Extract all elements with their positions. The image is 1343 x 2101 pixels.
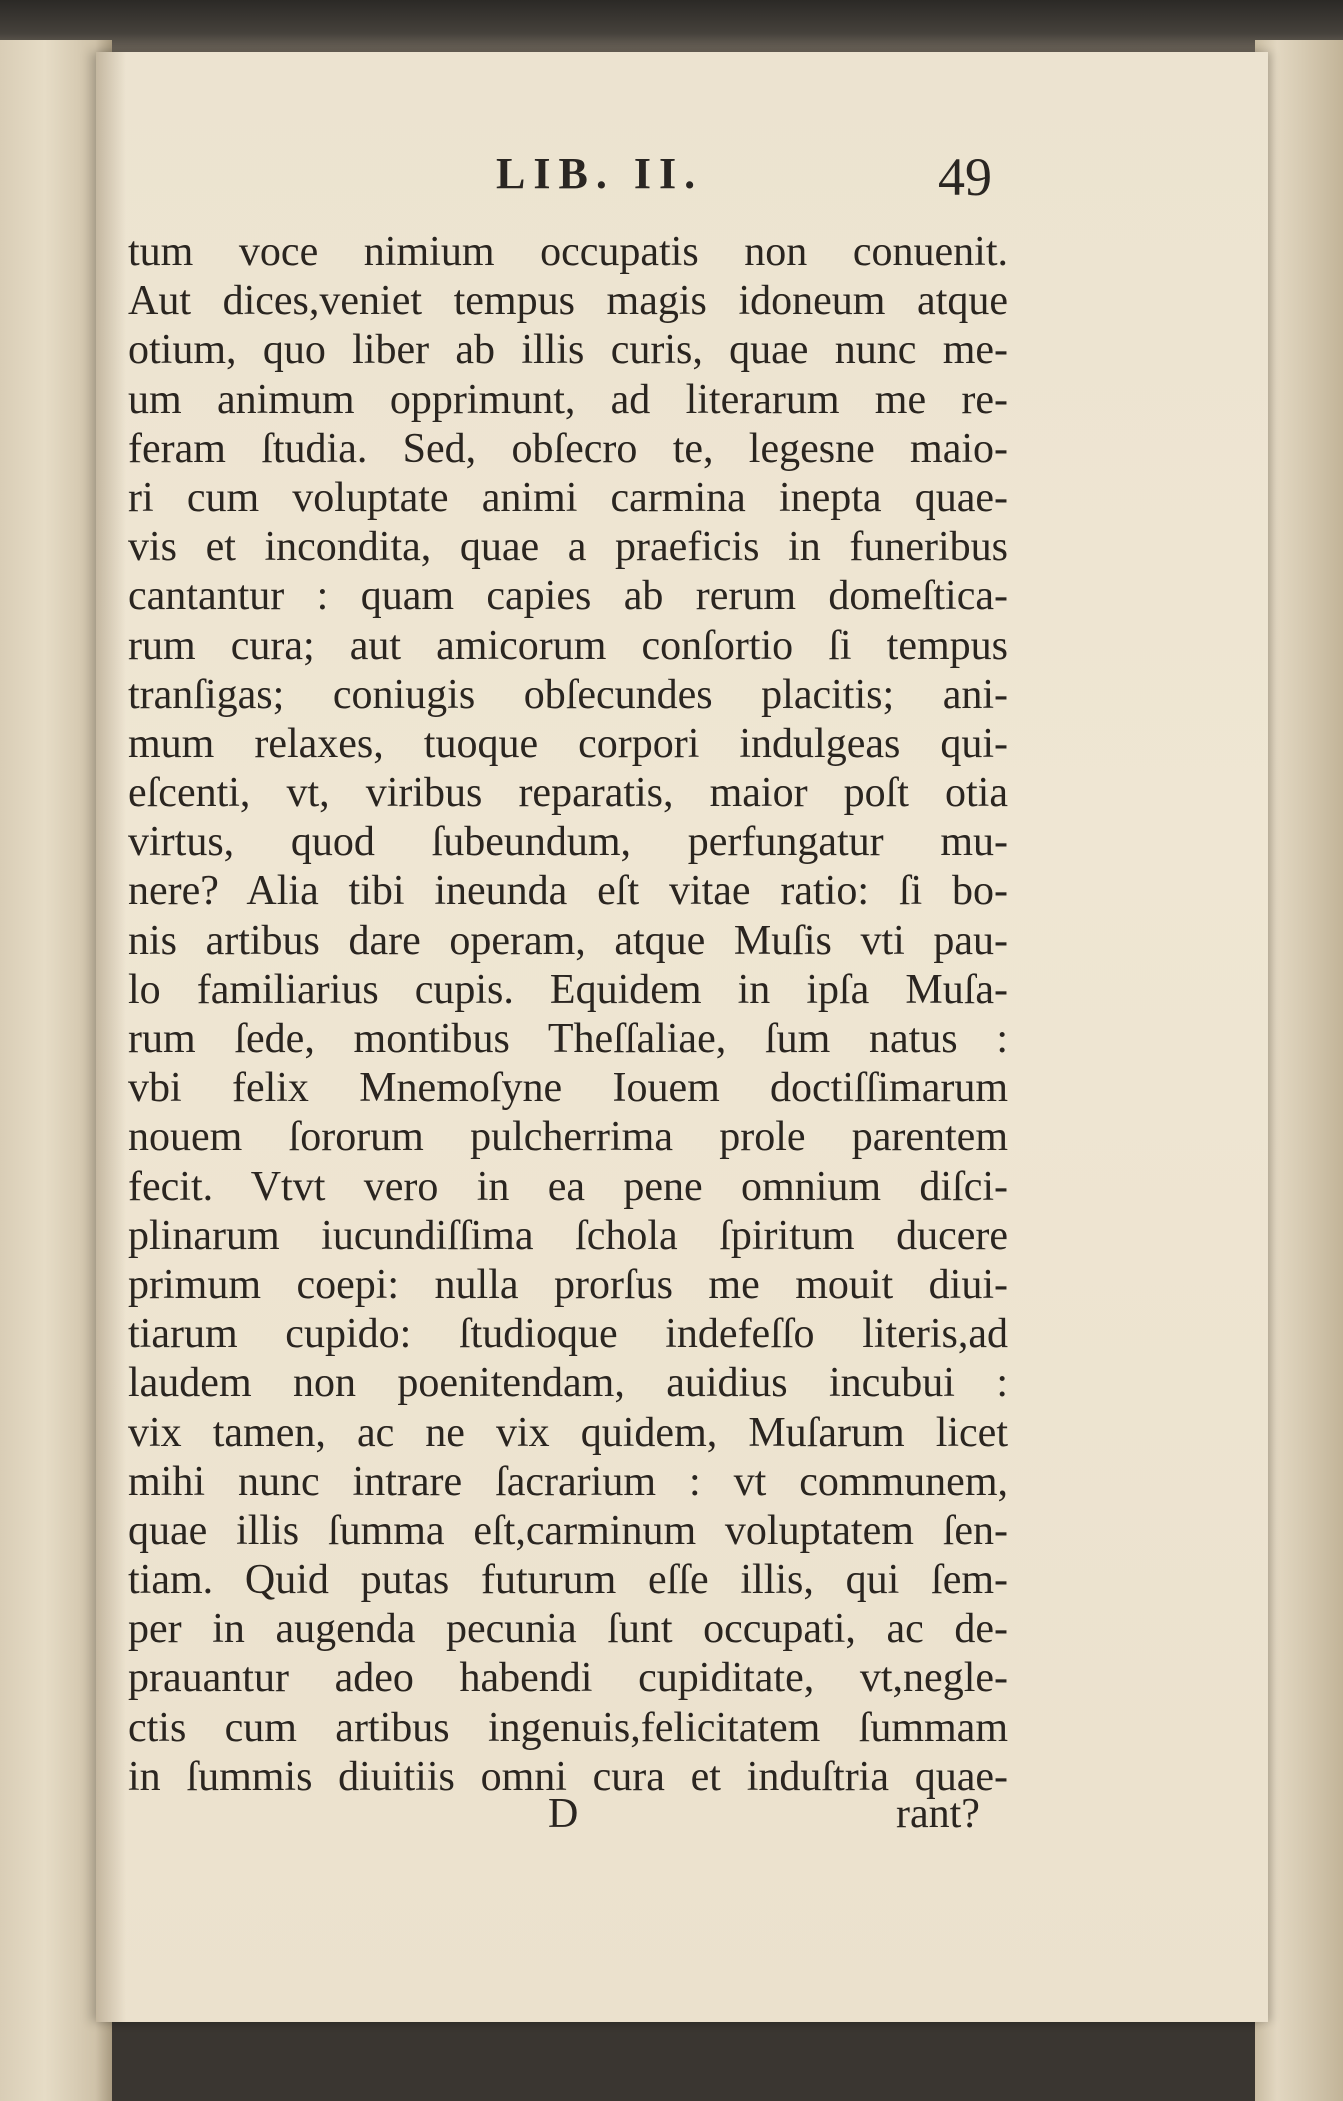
text-line: plinarum iucundiſſima ſchola ſpiritum ducere (128, 1212, 1008, 1259)
text-line: feram ſtudia. Sed, obſecro te, legesne maio- (128, 425, 1008, 472)
page-number: 49 (938, 147, 992, 207)
text-line: tiarum cupido: ſtudioque indefeſſo literis,ad (128, 1311, 1008, 1358)
text-line: per in augenda pecunia ſunt occupati, ac de- (128, 1606, 1008, 1653)
catchword: rant? (896, 1791, 980, 1837)
text-line: fecit. Vtvt vero in ea pene omnium diſci- (128, 1163, 1008, 1210)
body-text (128, 228, 1008, 1802)
text-line: ctis cum artibus ingenuis,felicitatem ſummam (128, 1704, 1008, 1751)
text-line: nis artibus dare operam, atque Muſis vti pau- (128, 917, 1008, 964)
text-line: um animum opprimunt, ad literarum me re- (128, 376, 1008, 423)
text-line: vix tamen, ac ne vix quidem, Muſarum licet (128, 1409, 1008, 1456)
text-line: eſcenti, vt, viribus reparatis, maior poſt otia (128, 770, 1008, 817)
text-line: lo familiarius cupis. Equidem in ipſa Muſa- (128, 966, 1008, 1013)
text-line: tranſigas; coniugis obſecundes placitis; ani- (128, 671, 1008, 718)
gutter-shadow (96, 52, 126, 2022)
page-edges-stack (1255, 40, 1343, 2101)
text-line: laudem non poenitendam, auidius incubui : (128, 1360, 1008, 1407)
text-line: nere? Alia tibi ineunda eſt vitae ratio: ſi bo- (128, 868, 1008, 915)
text-line: rum cura; aut amicorum conſortio ſi tempus (128, 622, 1008, 669)
text-line: virtus, quod ſubeundum, perfungatur mu- (128, 819, 1008, 866)
text-line: cantantur : quam capies ab rerum domeſtica- (128, 573, 1008, 620)
text-line: quae illis ſumma eſt,carminum voluptatem ſen- (128, 1507, 1008, 1554)
book-top-edge (0, 0, 1343, 60)
text-line: vis et incondita, quae a praeficis in funeribus (128, 524, 1008, 571)
text-line: primum coepi: nulla prorſus me mouit diui- (128, 1261, 1008, 1308)
running-head: LIB. II. (496, 149, 704, 198)
text-line: mihi nunc intrare ſacrarium : vt communem, (128, 1458, 1008, 1505)
text-line: nouem ſororum pulcherrima prole parentem (128, 1114, 1008, 1161)
text-line: mum relaxes, tuoque corpori indulgeas qui- (128, 720, 1008, 767)
text-line: prauantur adeo habendi cupiditate, vt,negle- (128, 1655, 1008, 1702)
text-line: tiam. Quid putas futurum eſſe illis, qui ſem- (128, 1557, 1008, 1604)
text-line: in ſummis diuitiis omni cura et induſtria quae- (128, 1753, 1008, 1800)
text-line: rum ſede, montibus Theſſaliae, ſum natus : (128, 1016, 1008, 1062)
signature-mark: D (548, 1791, 579, 1837)
text-line: ri cum voluptate animi carmina inepta quae- (128, 474, 1008, 521)
text-line: otium, quo liber ab illis curis, quae nunc me- (128, 327, 1008, 374)
text-line: vbi felix Mnemoſyne Iouem doctiſſimarum (128, 1065, 1008, 1112)
text-line: Aut dices,veniet tempus magis idoneum atque (128, 278, 1008, 325)
text-line: tum voce nimium occupatis non conuenit. (128, 229, 1008, 275)
